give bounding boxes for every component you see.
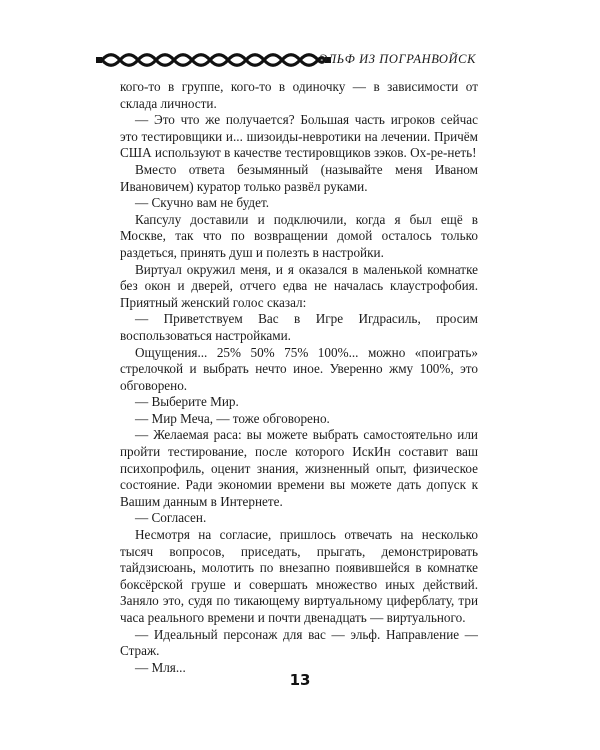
paragraph: — Желаемая раса: вы можете выбрать самостоятельно или пройти тестирование, после которого ИскИн составит ваш психопрофиль, оценит знания, жизненный опыт, физическое состояние. Ради экономии времени вы можете дать допуск к Вашим данным в Интернете. <box>120 427 478 509</box>
paragraph: Ощущения... 25% 50% 75% 100%... можно «поиграть» стрелочкой и выбрать нечто иное. Уверенно жму 100%, это обговорено. <box>120 344 478 393</box>
paragraph: кого-то в группе, кого-то в одиночку — в зависимости от склада личности. <box>120 79 478 111</box>
paragraph: Несмотря на согласие, пришлось отвечать на несколько тысяч вопросов, приседать, прыгать, демонстрировать тайдзисюань, молотить по внезапно появившейся в комнатке боксёрской груше и совершать множество иных действий. Заняло это, судя по тикающему виртуальному циферблату, три часа реального времени и почти двенадцать — виртуального. <box>120 527 478 625</box>
paragraph: — Идеальный персонаж для вас — эльф. Направление — Страж. <box>120 626 478 659</box>
paragraph: — Скучно вам не будет. <box>135 195 270 211</box>
paragraph: Виртуал окружил меня, и я оказался в маленькой комнатке без окон и дверей, отчего едва не началась клаустрофобия. Приятный женский голос сказал: <box>120 261 478 310</box>
paragraph: — Приветствуем Вас в Игре Игдрасиль, просим воспользоваться настройками. <box>120 311 478 343</box>
paragraph: — Выберите Мир. <box>135 394 239 410</box>
paragraph: Вместо ответа безымянный (называйте меня Иваном Ивановичем) куратор только развёл руками. <box>120 161 478 194</box>
paragraph: — Это что же получается? Большая часть игроков сейчас это тестировщики и... шизоиды-невротики на лечении. Причём США используют в качестве тестировщиков зэков. Ох-ре-неть! <box>120 112 478 161</box>
paragraph: — Мля... <box>135 659 186 675</box>
paragraph: — Согласен. <box>135 510 207 526</box>
running-header <box>96 48 476 72</box>
braided-rule-icon <box>96 48 331 72</box>
running-title: ЭЛЬФ ИЗ ПОГРАНВОЙСК <box>319 52 476 66</box>
page-number: 13 <box>289 671 311 689</box>
body-text <box>120 79 478 676</box>
paragraph: — Мир Меча, — тоже обговорено. <box>135 410 330 426</box>
paragraph: Капсулу доставили и подключили, когда я был ещё в Москве, так что по возвращении домой осталось только раздеться, принять душ и полезть в настройки. <box>120 211 478 260</box>
